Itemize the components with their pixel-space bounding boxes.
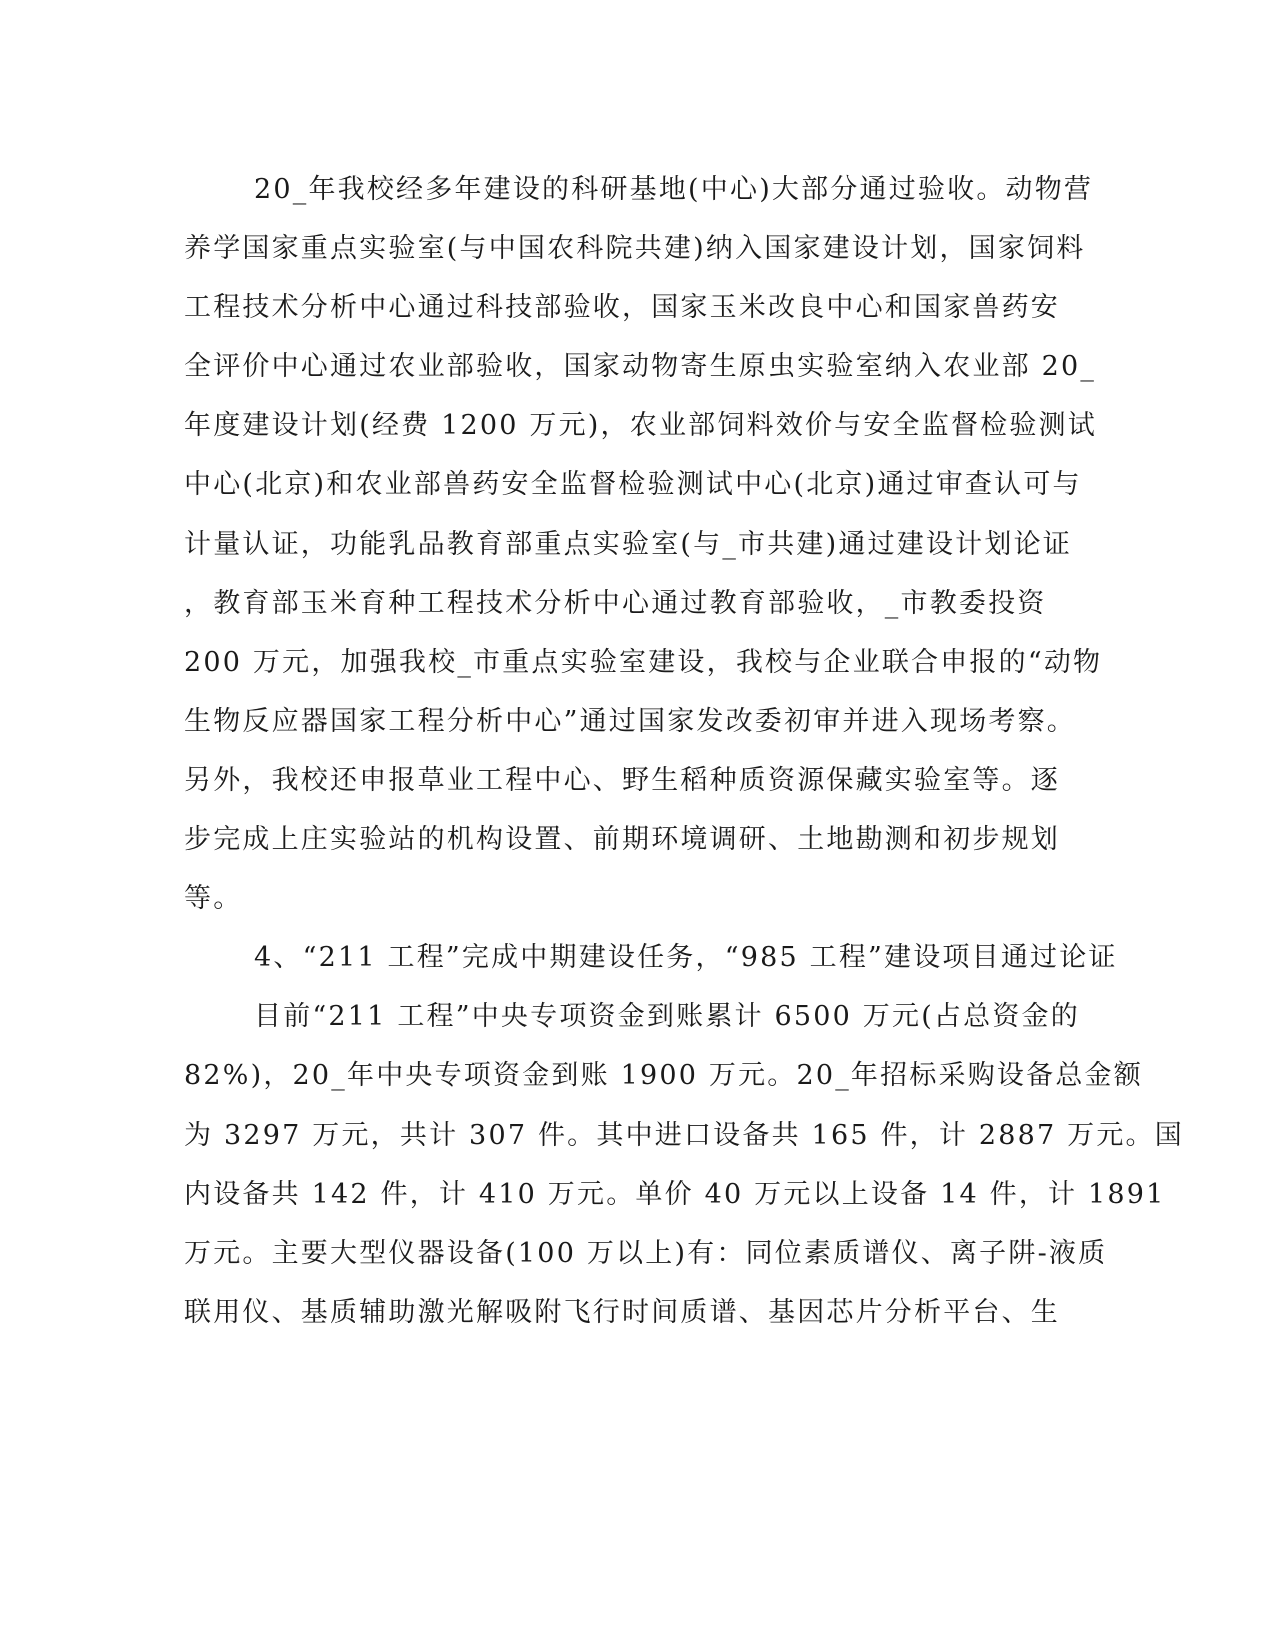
text-line: 步完成上庄实验站的机构设置、前期环境调研、土地勘测和初步规划 [184,824,1060,856]
text-line: 82%)，20_年中央专项资金到账 1900 万元。20_年招标采购设备总金额 [184,1060,1143,1092]
text-line: 万元。主要大型仪器设备(100 万以上)有：同位素质谱仪、离子阱-液质 [184,1237,1108,1269]
document-body [184,160,1184,1342]
text-line: 为 3297 万元，共计 307 件。其中进口设备共 165 件，计 2887 万元。国 [184,1119,1184,1151]
text-line: 20_年我校经多年建设的科研基地(中心)大部分通过验收。动物营 [254,174,1094,205]
text-line: 目前“211 工程”中央专项资金到账累计 6500 万元(占总资金的 [254,1001,1080,1033]
text-line: 计量认证，功能乳品教育部重点实验室(与_市共建)通过建设计划论证 [184,528,1072,560]
section-heading: 4、“211 工程”完成中期建设任务，“985 工程”建设项目通过论证 [254,942,1118,974]
text-line: 养学国家重点实验室(与中国农科院共建)纳入国家建设计划，国家饲料 [184,233,1086,265]
text-line: 工程技术分析中心通过科技部验收，国家玉米改良中心和国家兽药安 [184,292,1060,324]
text-line: 联用仪、基质辅助激光解吸附飞行时间质谱、基因芯片分析平台、生 [184,1296,1060,1328]
text-line: 内设备共 142 件，计 410 万元。单价 40 万元以上设备 14 件，计 1891 [184,1178,1166,1210]
text-line: 另外，我校还申报草业工程中心、野生稻种质资源保藏实验室等。逐 [184,764,1060,796]
text-line: 全评价中心通过农业部验收，国家动物寄生原虫实验室纳入农业部 20_ [184,351,1097,383]
text-line: 中心(北京)和农业部兽药安全监督检验测试中心(北京)通过审查认可与 [184,469,1082,501]
text-line: 200 万元，加强我校_市重点实验室建设，我校与企业联合申报的“动物 [184,646,1103,678]
text-line: 年度建设计划(经费 1200 万元)，农业部饲料效价与安全监督检验测试 [184,410,1097,442]
text-line: 生物反应器国家工程分析中心”通过国家发改委初审并进入现场考察。 [184,705,1077,737]
text-line: ，教育部玉米育种工程技术分析中心通过教育部验收，_市教委投资 [184,587,1047,619]
text-line: 等。 [184,883,243,915]
